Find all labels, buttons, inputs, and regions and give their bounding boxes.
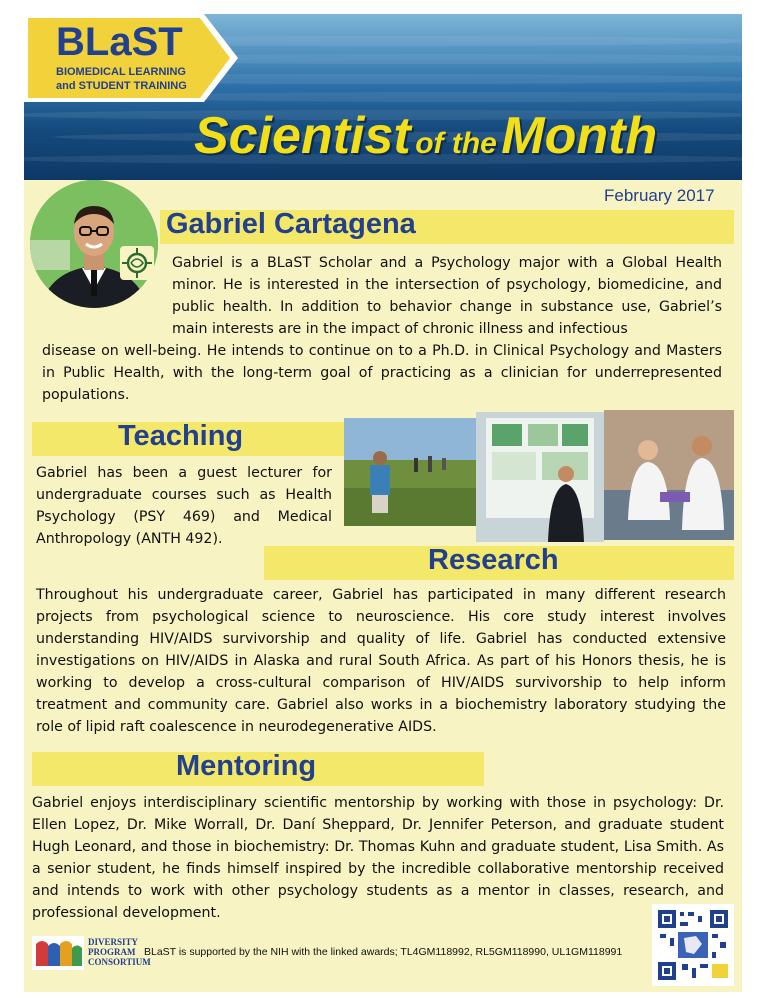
lab-photo bbox=[604, 410, 734, 540]
poster-session-photo bbox=[476, 412, 604, 542]
teaching-paragraph: Gabriel has been a guest lecturer for undergraduate courses such as Health Psychology (PSY 469) and Medical Anthropology (ANTH 492). bbox=[36, 465, 332, 547]
profile-photo bbox=[30, 180, 158, 308]
dpc-line-3: CONSORTIUM bbox=[88, 957, 151, 967]
mentoring-heading: Mentoring bbox=[176, 750, 317, 782]
flyer-page bbox=[24, 14, 742, 992]
logo-line-1: BIOMEDICAL LEARNING bbox=[56, 66, 186, 78]
teaching-heading: Teaching bbox=[118, 420, 244, 452]
issue-date: February 2017 bbox=[604, 186, 715, 205]
title-of-the: of the bbox=[415, 127, 497, 160]
banner-title bbox=[194, 106, 734, 176]
diversity-program-consortium-logo bbox=[32, 936, 151, 970]
brain-circuit-icon bbox=[120, 246, 154, 280]
qr-code bbox=[652, 904, 734, 986]
scientist-name: Gabriel Cartagena bbox=[166, 208, 416, 240]
mentoring-paragraph: Gabriel enjoys interdisciplinary scientific mentorship by working with those in psychology: Dr. Ellen Lopez, Dr. Mike Worrall, Dr. Daní Sheppard, Dr. Jennifer Peterson, and graduate student Hugh Leonard, and those in biochemistry: Dr. Thomas Kuhn and graduate student, Lisa Smith. As a senior student, he finds himself inspired by the incredible collaborative mentorship received and intends to work with other psychology students as a mentor in classes, research, and professional development. bbox=[32, 795, 724, 921]
header-banner bbox=[24, 14, 742, 180]
research-heading: Research bbox=[428, 544, 559, 576]
title-month: Month bbox=[501, 107, 658, 165]
title-scientist: Scientist bbox=[194, 107, 411, 165]
intro-paragraph-top: Gabriel is a BLaST Scholar and a Psychology major with a Global Health minor. He is interested in the intersection of psychology, biomedicine, and public health. In addition to behavior change in substance use, Gabriel’s main interests are in the impact of chronic illness and infectious bbox=[172, 255, 722, 337]
dpc-line-1: DIVERSITY bbox=[88, 937, 139, 947]
research-paragraph: Throughout his undergraduate career, Gabriel has participated in many different research projects from psychological science to neuroscience. His core study interest involves understanding HIV/AIDS survivorship and quality of life. Gabriel has conducted extensive investigations on HIV/AIDS in Alaska and rural South Africa. As part of his Honors thesis, he is working to develop a cross-cultural comparison of HIV/AIDS survivorship to help inform treatment and community care. Gabriel also works in a biochemistry laboratory studying the role of lipid raft coalescence in neurodegenerative AIDS. bbox=[36, 587, 726, 735]
logo-line-2: and STUDENT TRAINING bbox=[56, 80, 187, 92]
intro-paragraph-bottom: disease on well-being. He intends to continue on to a Ph.D. in Clinical Psychology and Masters in Public Health, with the long-term goal of practicing as a clinician for underrepresented populations. bbox=[42, 343, 722, 403]
nih-support-statement: BLaST is supported by the NIH with the linked awards; TL4GM118992, RL5GM118990, UL1GM118991 bbox=[144, 946, 623, 958]
field-photo bbox=[344, 418, 476, 526]
blast-logo: BLaST bbox=[56, 20, 183, 64]
dpc-line-2: PROGRAM bbox=[88, 947, 136, 957]
